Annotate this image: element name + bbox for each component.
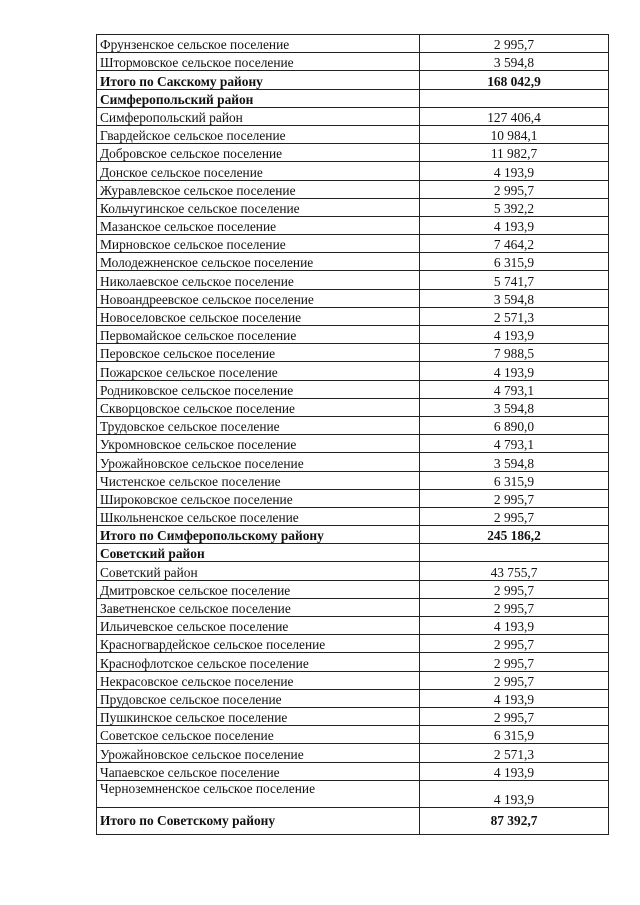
section-header-row [97, 89, 609, 107]
settlement-name: Урожайновское сельское поселение [97, 453, 420, 471]
settlement-name: Ильичевское сельское поселение [97, 617, 420, 635]
table-row [97, 744, 609, 762]
amount-value: 3 594,8 [420, 453, 609, 471]
table-row [97, 598, 609, 616]
amount-value: 2 995,7 [420, 635, 609, 653]
table-row [97, 326, 609, 344]
settlement-name: Добровское сельское поселение [97, 144, 420, 162]
table-row [97, 235, 609, 253]
settlement-name: Мирновское сельское поселение [97, 235, 420, 253]
settlement-name: Скворцовское сельское поселение [97, 398, 420, 416]
amount-value: 4 193,9 [420, 762, 609, 780]
table-row [97, 416, 609, 434]
settlement-name: Заветненское сельское поселение [97, 598, 420, 616]
total-value: 168 042,9 [420, 71, 609, 89]
amount-value: 2 995,7 [420, 35, 609, 53]
empty-cell [420, 544, 609, 562]
amount-value: 2 995,7 [420, 489, 609, 507]
amount-value: 5 741,7 [420, 271, 609, 289]
amount-value: 2 571,3 [420, 307, 609, 325]
table-row [97, 453, 609, 471]
table-row [97, 35, 609, 53]
amount-value: 4 193,9 [420, 326, 609, 344]
amount-value: 6 890,0 [420, 416, 609, 434]
settlement-name: Штормовское сельское поселение [97, 53, 420, 71]
section-header-row [97, 544, 609, 562]
settlement-name: Советское сельское поселение [97, 726, 420, 744]
amount-value: 2 995,7 [420, 653, 609, 671]
table-row [97, 271, 609, 289]
settlement-name: Родниковское сельское поселение [97, 380, 420, 398]
settlement-name: Николаевское сельское поселение [97, 271, 420, 289]
settlement-name: Донское сельское поселение [97, 162, 420, 180]
settlement-name: Чистенское сельское поселение [97, 471, 420, 489]
settlement-name: Школьненское сельское поселение [97, 507, 420, 525]
settlement-name: Кольчугинское сельское поселение [97, 198, 420, 216]
settlement-name: Новоандреевское сельское поселение [97, 289, 420, 307]
settlement-name: Пожарское сельское поселение [97, 362, 420, 380]
settlement-name: Некрасовское сельское поселение [97, 671, 420, 689]
table-row [97, 689, 609, 707]
table-row [97, 435, 609, 453]
amount-value: 4 793,1 [420, 380, 609, 398]
table-row [97, 162, 609, 180]
section-title: Советский район [97, 544, 420, 562]
table-row [97, 380, 609, 398]
amount-value: 4 793,1 [420, 435, 609, 453]
amount-value: 4 193,9 [420, 216, 609, 234]
amount-value: 7 988,5 [420, 344, 609, 362]
settlement-name: Трудовское сельское поселение [97, 416, 420, 434]
settlement-name: Красногвардейское сельское поселение [97, 635, 420, 653]
section-title: Симферопольский район [97, 89, 420, 107]
settlement-name: Первомайское сельское поселение [97, 326, 420, 344]
table-row [97, 216, 609, 234]
amount-value: 4 193,9 [420, 689, 609, 707]
district-name: Советский район [97, 562, 420, 580]
total-label: Итого по Советскому району [97, 807, 420, 834]
table-row [97, 344, 609, 362]
amount-value: 2 995,7 [420, 671, 609, 689]
table-row [97, 471, 609, 489]
table-row [97, 107, 609, 125]
table-row [97, 125, 609, 143]
settlement-name: Дмитровское сельское поселение [97, 580, 420, 598]
table-row [97, 398, 609, 416]
total-row [97, 807, 609, 834]
amount-value: 43 755,7 [420, 562, 609, 580]
amount-value: 2 995,7 [420, 598, 609, 616]
settlement-name: Новоселовское сельское поселение [97, 307, 420, 325]
table-row [97, 489, 609, 507]
amount-value: 5 392,2 [420, 198, 609, 216]
amount-value: 2 995,7 [420, 707, 609, 725]
table-row [97, 762, 609, 780]
amount-value: 6 315,9 [420, 253, 609, 271]
table-row [97, 635, 609, 653]
table-row [97, 307, 609, 325]
amount-value: 127 406,4 [420, 107, 609, 125]
table-row [97, 289, 609, 307]
amount-value: 3 594,8 [420, 289, 609, 307]
table-row [97, 671, 609, 689]
table-row [97, 507, 609, 525]
amount-value: 4 193,9 [420, 617, 609, 635]
settlement-name: Широковское сельское поселение [97, 489, 420, 507]
table-row [97, 253, 609, 271]
total-label: Итого по Сакскому району [97, 71, 420, 89]
settlement-name: Черноземненское сельское поселение [97, 780, 420, 807]
settlement-name: Краснофлотское сельское поселение [97, 653, 420, 671]
empty-cell [420, 89, 609, 107]
settlement-name: Мазанское сельское поселение [97, 216, 420, 234]
district-name: Симферопольский район [97, 107, 420, 125]
table-row [97, 198, 609, 216]
settlement-name: Укромновское сельское поселение [97, 435, 420, 453]
table-row [97, 617, 609, 635]
amount-value: 6 315,9 [420, 726, 609, 744]
table-row [97, 580, 609, 598]
total-row [97, 526, 609, 544]
amount-value: 7 464,2 [420, 235, 609, 253]
amount-value: 11 982,7 [420, 144, 609, 162]
table-row [97, 562, 609, 580]
settlement-name: Пушкинское сельское поселение [97, 707, 420, 725]
table-row [97, 780, 609, 807]
amount-value: 4 193,9 [420, 780, 609, 807]
settlement-name: Прудовское сельское поселение [97, 689, 420, 707]
amount-value: 4 193,9 [420, 362, 609, 380]
amount-value: 6 315,9 [420, 471, 609, 489]
table-row [97, 653, 609, 671]
settlement-name: Журавлевское сельское поселение [97, 180, 420, 198]
total-row [97, 71, 609, 89]
table-row [97, 726, 609, 744]
table-row [97, 362, 609, 380]
table-row [97, 707, 609, 725]
table-row [97, 53, 609, 71]
amount-value: 2 995,7 [420, 180, 609, 198]
amount-value: 2 995,7 [420, 580, 609, 598]
total-label: Итого по Симферопольскому району [97, 526, 420, 544]
amount-value: 4 193,9 [420, 162, 609, 180]
settlement-name: Урожайновское сельское поселение [97, 744, 420, 762]
budget-table [96, 34, 609, 835]
amount-value: 10 984,1 [420, 125, 609, 143]
amount-value: 2 571,3 [420, 744, 609, 762]
settlement-name: Гвардейское сельское поселение [97, 125, 420, 143]
settlement-name: Молодежненское сельское поселение [97, 253, 420, 271]
settlement-name: Перовское сельское поселение [97, 344, 420, 362]
amount-value: 3 594,8 [420, 53, 609, 71]
table-row [97, 180, 609, 198]
amount-value: 2 995,7 [420, 507, 609, 525]
total-value: 245 186,2 [420, 526, 609, 544]
amount-value: 3 594,8 [420, 398, 609, 416]
table-row [97, 144, 609, 162]
settlement-name: Чапаевское сельское поселение [97, 762, 420, 780]
settlement-name: Фрунзенское сельское поселение [97, 35, 420, 53]
total-value: 87 392,7 [420, 807, 609, 834]
